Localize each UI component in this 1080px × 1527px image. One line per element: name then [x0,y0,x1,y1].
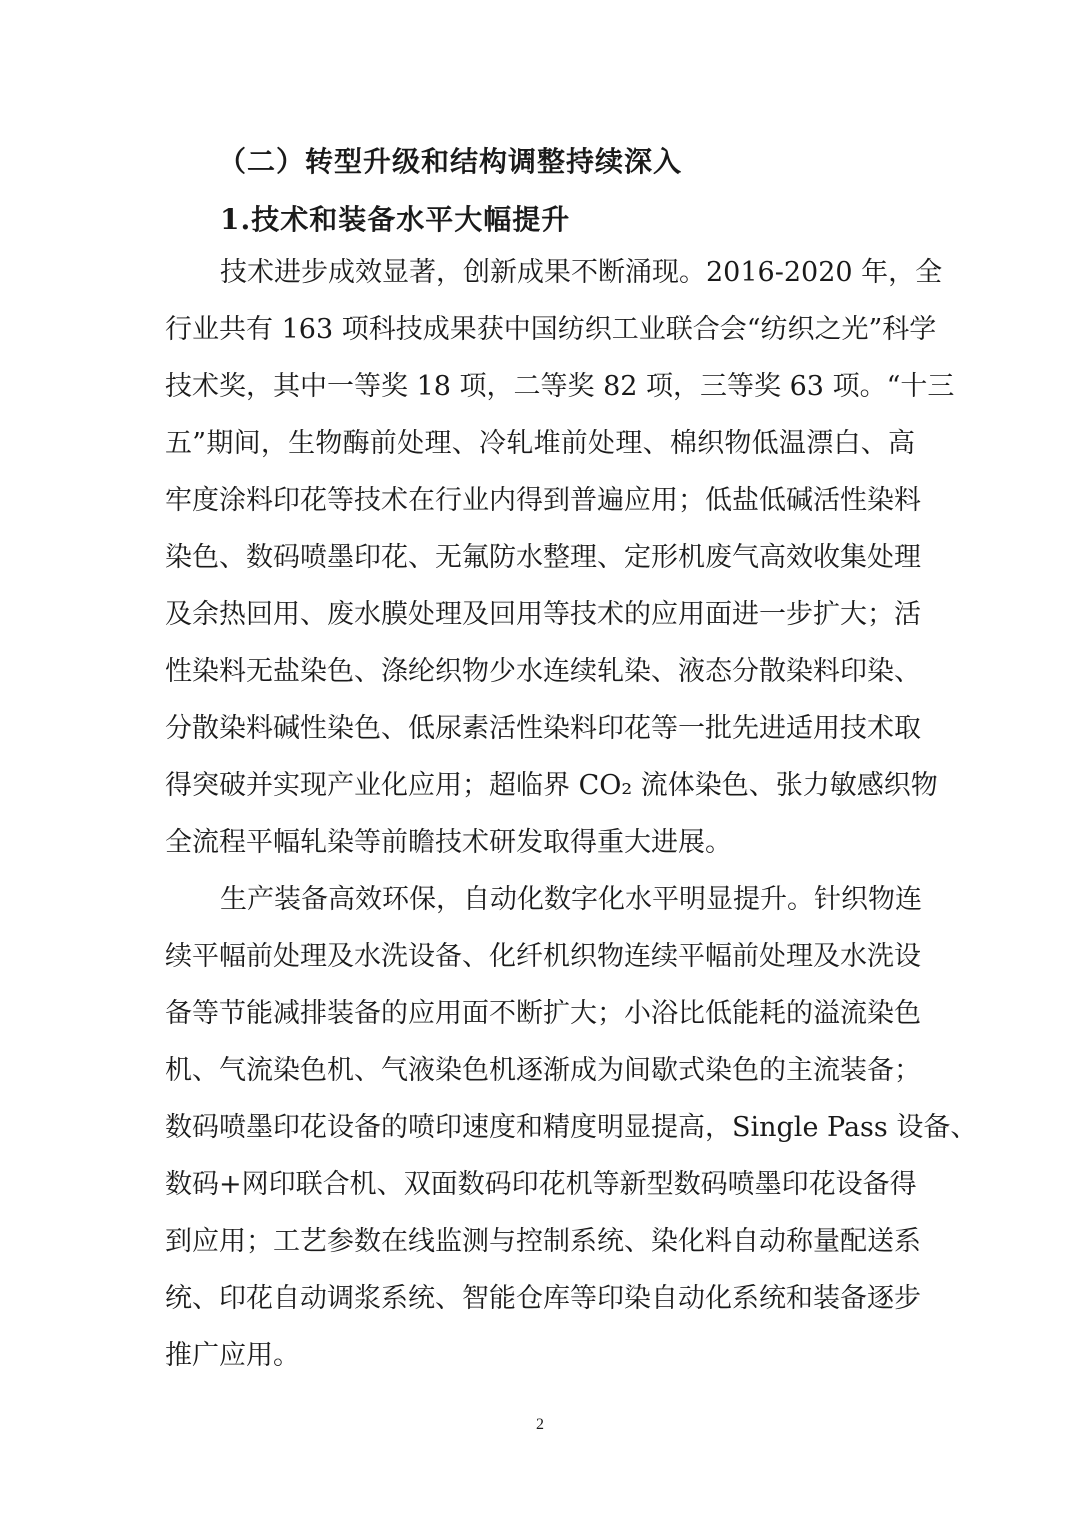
paragraph-2-line: 续平幅前处理及水洗设备、化纤机织物连续平幅前处理及水洗设 [165,941,921,972]
subsection-heading: 1.技术和装备水平大幅提升 [220,203,571,236]
paragraph-1-line: 性染料无盐染色、涤纶织物少水连续轧染、液态分散染料印染、 [165,656,921,687]
section-heading: （二）转型升级和结构调整持续深入 [218,145,683,178]
paragraph-1-line: 染色、数码喷墨印花、无氟防水整理、定形机废气高效收集处理 [165,542,921,573]
paragraph-2-line: 到应用；工艺参数在线监测与控制系统、染化料自动称量配送系 [165,1226,921,1257]
paragraph-1-line: 牢度涂料印花等技术在行业内得到普遍应用；低盐低碱活性染料 [165,485,921,516]
paragraph-2-line: 推广应用。 [165,1340,300,1371]
paragraph-2-line: 生产装备高效环保，自动化数字化水平明显提升。针织物连 [220,884,922,915]
paragraph-2-line: 统、印花自动调浆系统、智能仓库等印染自动化系统和装备逐步 [165,1283,921,1314]
paragraph-2-line: 数码喷墨印花设备的喷印速度和精度明显提高，Single Pass 设备、 [165,1112,978,1143]
page-number: 2 [536,1416,544,1433]
paragraph-1-line: 技术进步成效显著，创新成果不断涌现。2016-2020 年，全 [220,257,943,288]
paragraph-1-line: 全流程平幅轧染等前瞻技术研发取得重大进展。 [165,827,732,858]
paragraph-1-line: 分散染料碱性染色、低尿素活性染料印花等一批先进适用技术取 [165,713,921,744]
paragraph-1-line: 五”期间，生物酶前处理、冷轧堆前处理、棉织物低温漂白、高 [165,428,915,459]
paragraph-1-line: 行业共有 163 项科技成果获中国纺织工业联合会“纺织之光”科学 [165,314,937,345]
paragraph-1-line: 技术奖，其中一等奖 18 项，二等奖 82 项，三等奖 63 项。“十三 [165,371,955,402]
paragraph-2-line: 备等节能减排装备的应用面不断扩大；小浴比低能耗的溢流染色 [165,998,921,1029]
paragraph-2-line: 数码+网印联合机、双面数码印花机等新型数码喷墨印花设备得 [165,1169,917,1200]
paragraph-1-line: 得突破并实现产业化应用；超临界 CO₂ 流体染色、张力敏感织物 [165,770,938,801]
paragraph-1-line: 及余热回用、废水膜处理及回用等技术的应用面进一步扩大；活 [165,599,921,630]
paragraph-2-line: 机、气流染色机、气液染色机逐渐成为间歇式染色的主流装备； [165,1055,921,1086]
